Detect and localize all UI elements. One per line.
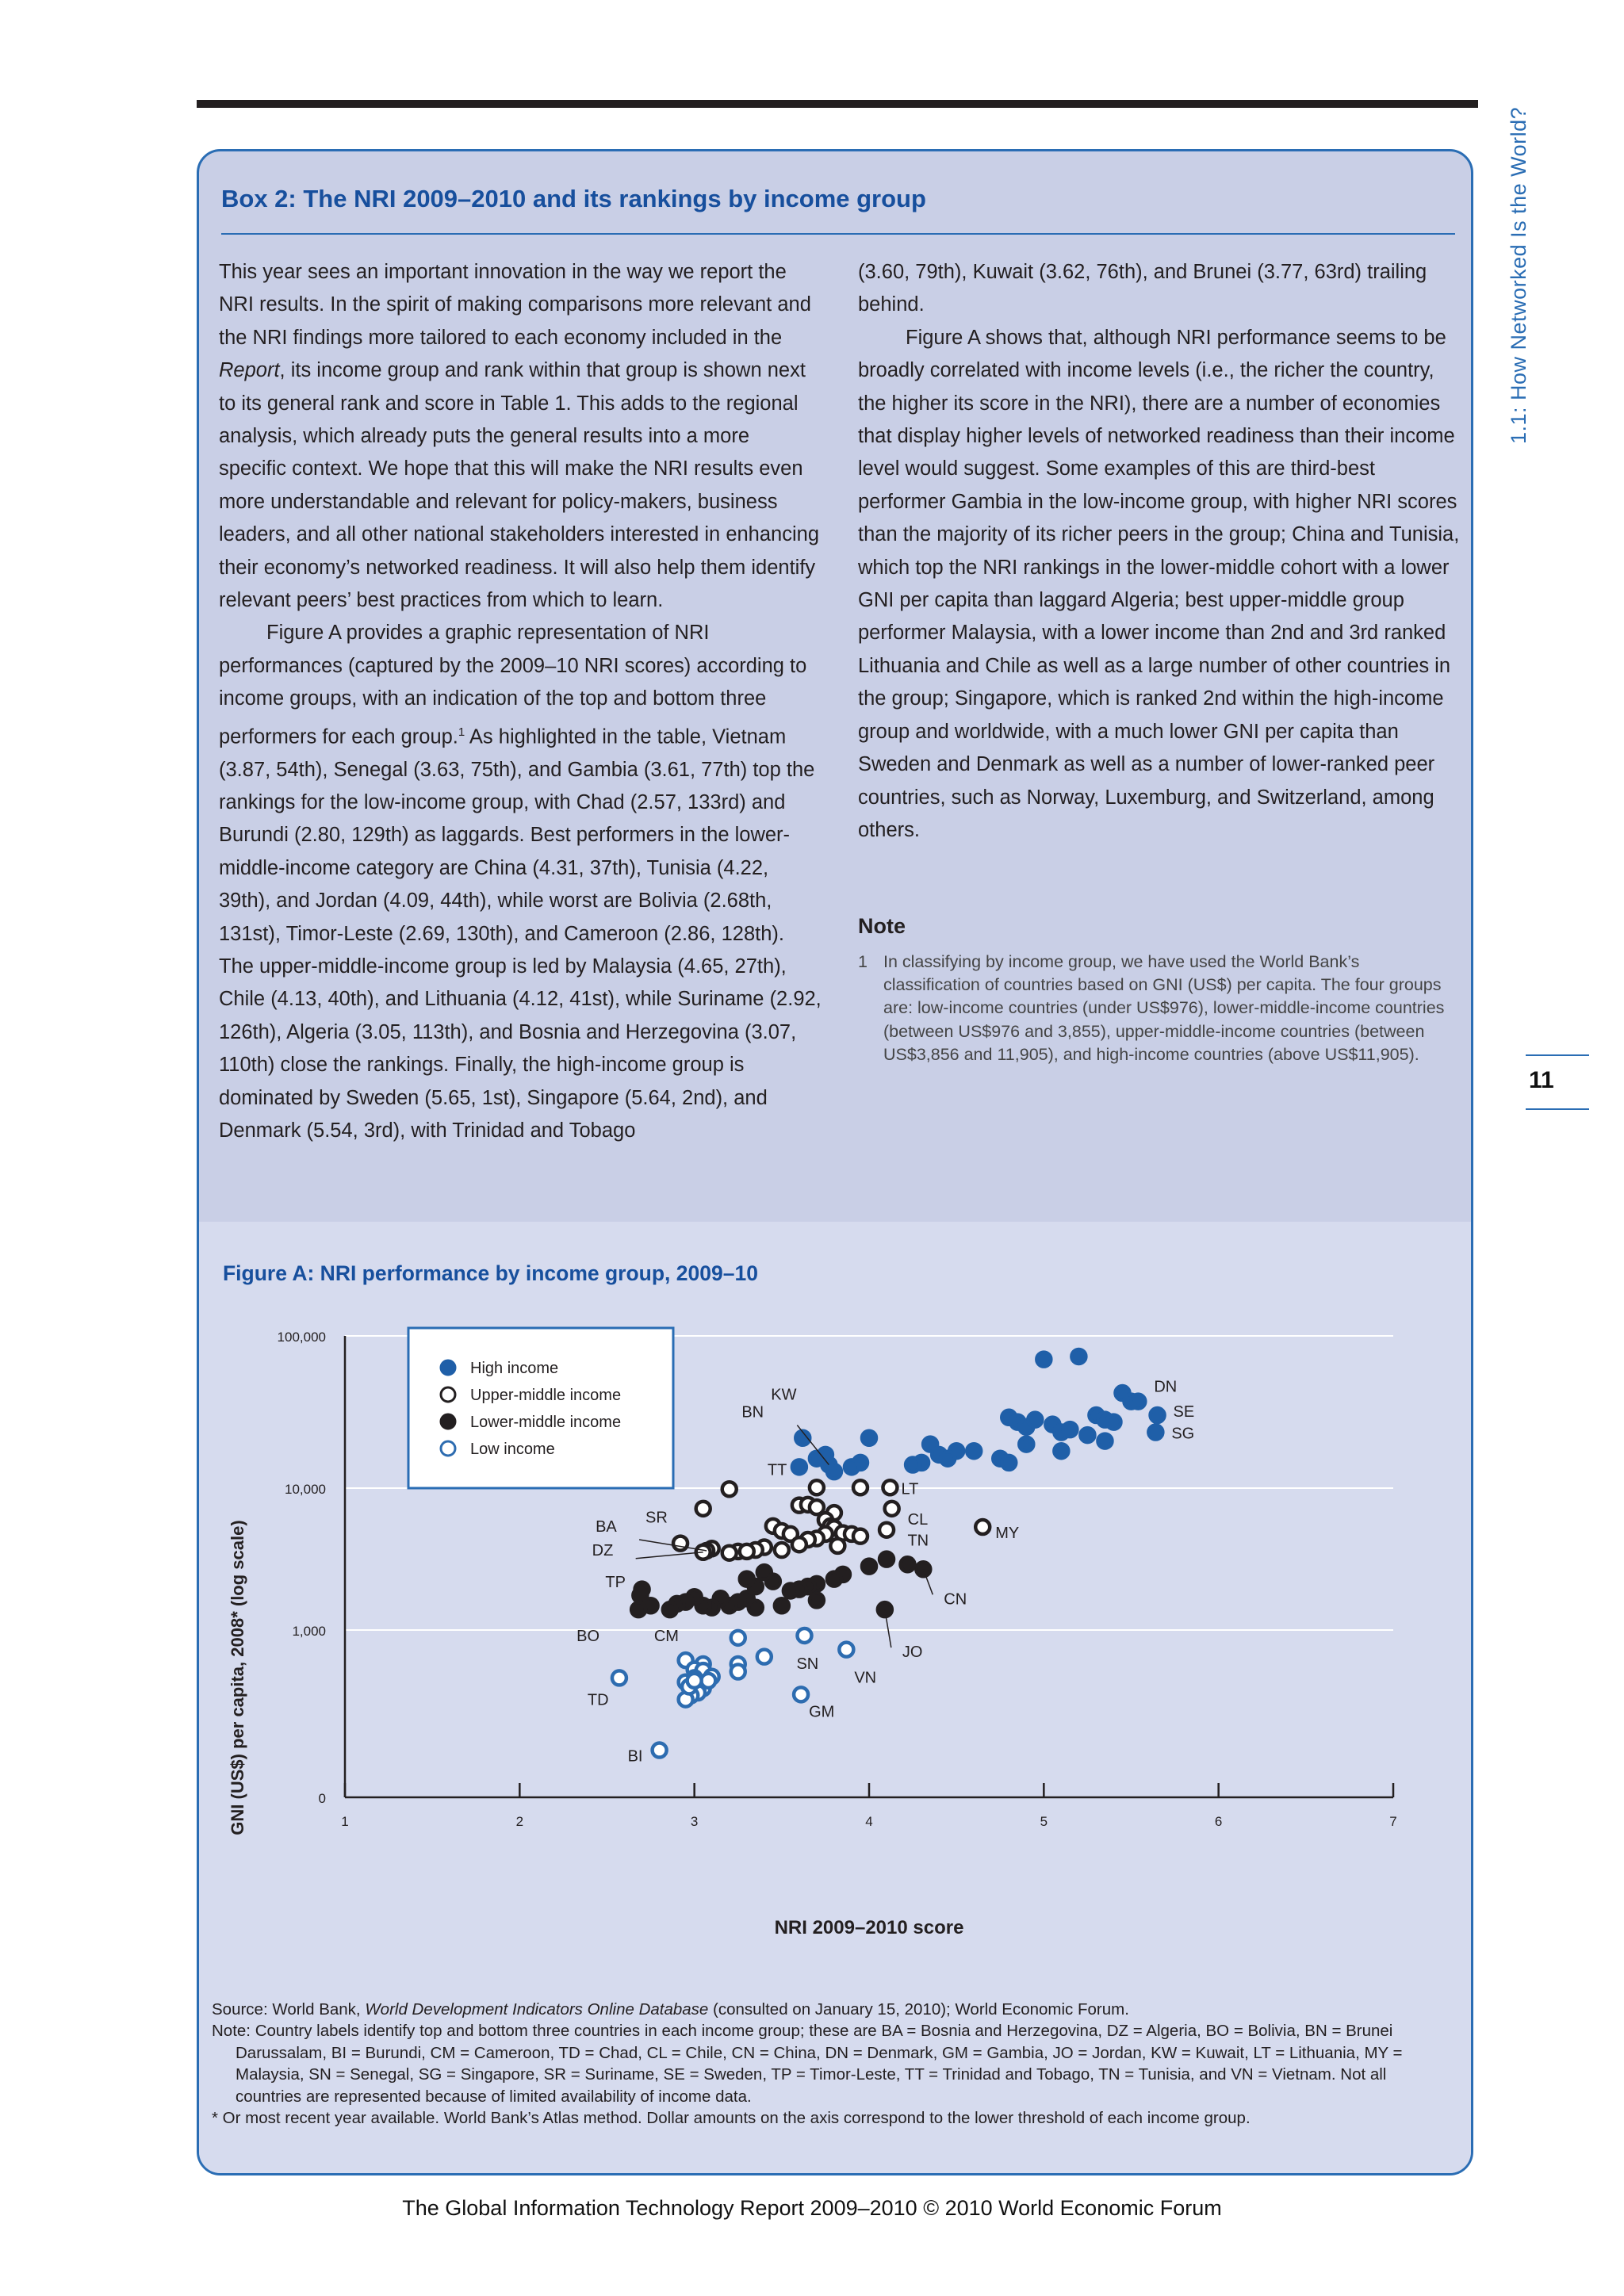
data-point — [757, 1565, 772, 1579]
data-point — [792, 1537, 806, 1552]
data-point — [722, 1482, 737, 1496]
data-point — [688, 1674, 702, 1688]
data-point — [696, 1502, 710, 1516]
point-label: BA — [596, 1517, 617, 1536]
y-tick-label: 100,000 — [277, 1330, 326, 1345]
paragraph: Figure A shows that, although NRI performance seems to be broadly correlated with income levels (i.e., the richer the country, the higher its score in the NRI), there are a number of economies that display higher levels of networked readiness than their income level would suggest. Some examples of this are third-best performer Gambia in the low-income group, with higher NRI scores than the majority of its richer peers in the group; China and Tunisia, which top the NRI rankings in the lower-middle cohort with a lower GNI per capita than laggard Algeria; best upper-middle group performer Malaysia, with a lower income than 2nd and 3rd ranked Lithuania and Chile as well as a large number of other countries in the group; Singapore, which is ranked 2nd within the high-income group and worldwide, with a much lower GNI per capita than Sweden and Denmark as well as a number of lower-ranked peer countries, such as Norway, Luxemburg, and Switzerland, among others. — [858, 326, 1460, 841]
data-point — [757, 1650, 772, 1664]
data-point — [731, 1631, 745, 1645]
figure-footnote: * Or most recent year available. World Bank’s Atlas method. Dollar amounts on the axis correspond to the lower threshold of each income group. — [212, 2109, 1251, 2128]
note-text: In classifying by income group, we have used the World Bank’s classification of countries based on GNI (US$) per capita. The four groups are: low-income countries (under US$976), lower-middle-income countries (between US$976 and 3,855), upper-middle-income countries (between US$3,856 and 11,905), and high-income countries (above US$11,905). — [883, 952, 1445, 1064]
data-point — [853, 1529, 868, 1544]
legend-marker — [441, 1387, 455, 1402]
data-point — [810, 1593, 824, 1607]
y-tick-label: 0 — [318, 1791, 326, 1806]
data-point — [1151, 1408, 1165, 1422]
data-point — [749, 1601, 763, 1615]
data-point — [1097, 1434, 1112, 1448]
legend-marker — [441, 1441, 455, 1456]
data-point — [1054, 1444, 1068, 1458]
data-point — [810, 1480, 824, 1494]
data-point — [792, 1460, 806, 1474]
point-label: CM — [653, 1628, 679, 1646]
point-label: DZ — [592, 1541, 614, 1559]
point-label: JO — [902, 1644, 923, 1662]
point-label: CN — [944, 1590, 967, 1609]
point-label: VN — [854, 1669, 877, 1687]
page-footer: The Global Information Technology Report 2009–2010 © 2010 World Economic Forum — [402, 2196, 1222, 2220]
point-label: SR — [645, 1509, 668, 1527]
data-point — [862, 1559, 876, 1574]
point-label: BN — [741, 1403, 764, 1422]
data-point — [775, 1543, 789, 1557]
x-axis-label: NRI 2009–2010 score — [774, 1917, 964, 1938]
point-label: LT — [901, 1480, 919, 1498]
data-point — [797, 1628, 811, 1643]
legend-marker — [441, 1414, 455, 1429]
x-tick-label: 2 — [515, 1814, 524, 1829]
legend-label: Low income — [470, 1441, 555, 1458]
y-axis-label: GNI (US$) per capita, 2008* (log scale) — [228, 1520, 247, 1835]
data-point — [740, 1572, 754, 1586]
data-point — [633, 1588, 647, 1602]
point-label: SG — [1171, 1425, 1195, 1443]
scatter-chart — [199, 151, 1471, 1999]
legend-label: Lower-middle income — [470, 1414, 622, 1431]
data-point — [1106, 1415, 1120, 1429]
y-tick-label: 1,000 — [292, 1624, 326, 1639]
data-point — [1063, 1422, 1077, 1437]
paragraph: Figure A provides a graphic representation of NRI performances (captured by the 2009–10 NRI scores) according to income groups, with an indication of the top and bottom three performers for each group.$^1$ As highlighted in the table, Vietnam (3.87, 54th), Senegal (3.63, 75th), and Gambia (3.61, 77th) top the rankings for the low-income group, with Chad (2.57, 133rd) and Burundi (2.80, 129th) as laggards. Best performers in the lower-middle-income category are China (4.31, 37th), Tunisia (4.22, 39th), and Jordan (4.09, 44th), while worst are Bolivia (2.68th, 131st), Timor-Leste (2.69, 130th), and Cameroon (2.86, 128th). The upper-middle-income group is led by Malaysia (4.65, 27th), Chile (4.13, 40th), and Lithuania (4.12, 41st), while Suriname (2.92, 126th), Algeria (3.05, 113th), and Bosnia and Herzegovina (3.07, 110th) close the rankings. Finally, the high-income group is dominated by Sweden (5.65, 1st), Singapore (5.64, 2nd), and Denmark (5.54, 3rd), with Trinidad and Tobago — [219, 622, 822, 1142]
page-number: 11 — [1529, 1067, 1554, 1093]
data-point — [701, 1674, 715, 1688]
data-point — [1002, 1456, 1016, 1470]
x-tick-label: 1 — [341, 1814, 349, 1829]
data-point — [794, 1687, 808, 1701]
figure-note: Note: Country labels identify top and bottom three countries in each income group; these are BA = Bosnia and Herzegovina, DZ = Algeria, BO = Bolivia, BN = Brunei Darussalam, BI = Burundi, CM = Cameroon, TD = Chad, CL = Chile, CN = China, DN = Denmark, GM = Gambia, JO = Jordan, KW = Kuwait, LT = Lithuania, MY = Malaysia, SN = Senegal, SG = Singapore, SR = Suriname, SE = Sweden, TP = Timor-Leste, TT = Trinidad and Tobago, TN = Tunisia, and VN = Vietnam. Not all countries are represented because of limited availability of income data. — [212, 2022, 1403, 2106]
point-label: DN — [1154, 1378, 1178, 1396]
point-label: SN — [796, 1655, 819, 1673]
box-2 — [197, 149, 1473, 2175]
data-point — [967, 1444, 981, 1458]
point-label: TN — [907, 1532, 929, 1550]
top-rule — [197, 100, 1478, 108]
x-tick-label: 5 — [1040, 1814, 1048, 1829]
point-label: GM — [809, 1703, 835, 1721]
point-label: TD — [587, 1691, 609, 1709]
point-label: CL — [907, 1510, 929, 1529]
x-tick-label: 6 — [1214, 1814, 1223, 1829]
data-point — [673, 1536, 688, 1551]
data-point — [783, 1583, 798, 1598]
point-label: TP — [605, 1574, 626, 1592]
data-point — [1131, 1395, 1145, 1409]
legend-label: Upper-middle income — [470, 1387, 622, 1404]
data-point — [845, 1460, 859, 1474]
data-point — [885, 1502, 899, 1516]
legend-marker — [441, 1360, 455, 1375]
data-point — [1028, 1413, 1042, 1427]
data-point — [653, 1743, 667, 1758]
page-number-block — [1526, 1054, 1589, 1110]
chart-legend — [408, 1328, 673, 1488]
data-point — [1080, 1428, 1094, 1442]
figure-notes — [212, 1999, 1457, 2129]
point-label: SE — [1173, 1403, 1195, 1422]
figure-title: Figure A: NRI performance by income group, 2009–10 — [223, 1261, 758, 1285]
data-point — [900, 1557, 914, 1571]
data-point — [879, 1552, 894, 1567]
x-tick-label: 3 — [690, 1814, 699, 1829]
data-point — [1019, 1437, 1033, 1452]
data-point — [940, 1452, 955, 1466]
data-point — [975, 1520, 990, 1534]
point-label: BO — [576, 1628, 600, 1646]
data-point — [731, 1665, 745, 1679]
note-number: 1 — [858, 952, 868, 971]
y-tick-label: 10,000 — [285, 1482, 326, 1497]
x-tick-label: 4 — [865, 1814, 873, 1829]
data-point — [879, 1523, 894, 1537]
legend-box — [408, 1328, 673, 1488]
point-label: KW — [771, 1386, 797, 1404]
paragraph: This year sees an important innovation in the way we report the NRI results. In the spirit of making comparisons more relevant and the NRI findings more tailored to each economy included in the Report, its income group and rank within that group is shown next to its general rank and score in Table 1. This adds to the regional analysis, which already puts the general results into a more specific context. We hope that this will make the NRI results even more understandable and relevant for policy-makers, business leaders, and all other national stakeholders interested in enhancing their economy’s networked readiness. It will also help them identify relevant peers’ best practices from which to learn. — [219, 261, 820, 612]
note-heading: Note — [858, 914, 906, 938]
data-point — [663, 1602, 677, 1617]
data-point — [775, 1598, 789, 1613]
data-point — [1148, 1425, 1162, 1440]
legend-label: High income — [470, 1360, 559, 1377]
data-point — [1071, 1349, 1086, 1364]
paragraph: (3.60, 79th), Kuwait (3.62, 76th), and Brunei (3.77, 63rd) trailing behind. — [858, 261, 1427, 316]
data-point — [722, 1546, 737, 1560]
data-point — [827, 1572, 841, 1586]
figure-source: Source: World Bank, World Development Indicators Online Database (consulted on January 15, 2010); World Economic Forum. — [212, 2000, 1129, 2019]
point-label: MY — [995, 1525, 1020, 1543]
data-point — [612, 1670, 626, 1685]
data-point — [740, 1544, 754, 1559]
point-label: TT — [767, 1461, 787, 1479]
data-point — [839, 1643, 853, 1657]
data-point — [853, 1480, 868, 1494]
point-label: BI — [627, 1747, 643, 1766]
data-point — [1036, 1353, 1051, 1367]
running-section-title: 1.1: How Networked Is the World? — [1507, 106, 1530, 444]
leader-line — [636, 1552, 703, 1559]
footnote-ref[interactable]: 1 — [458, 725, 465, 739]
data-point — [830, 1539, 845, 1553]
data-point — [862, 1431, 876, 1445]
box-title: Box 2: The NRI 2009–2010 and its rankings by income group — [221, 185, 926, 212]
data-point — [883, 1480, 897, 1494]
x-tick-label: 7 — [1389, 1814, 1397, 1829]
data-point — [906, 1458, 920, 1472]
data-point — [631, 1602, 645, 1617]
